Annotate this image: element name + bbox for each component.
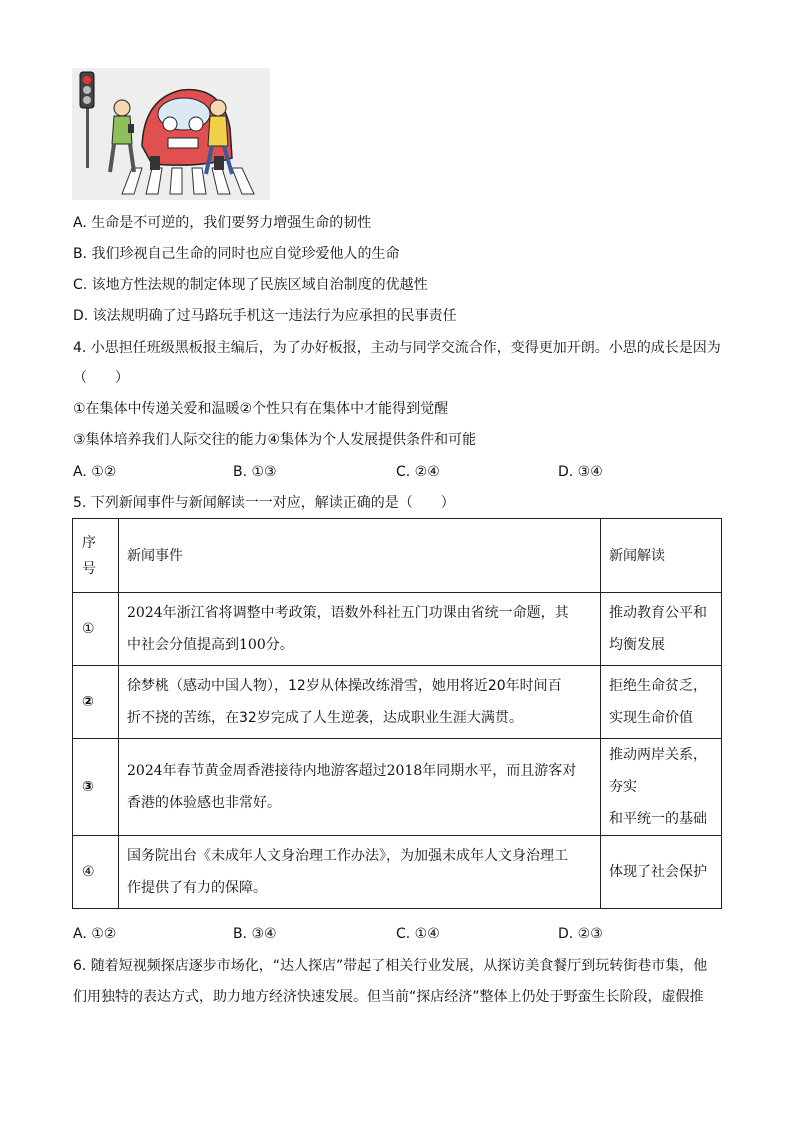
q5-option-b: B. ③④ (233, 926, 277, 942)
cartoon-crosswalk-icon (72, 68, 270, 200)
row-num: ③ (73, 739, 119, 836)
row-analysis: 推动教育公平和 均衡发展 (601, 593, 722, 666)
q3-option-c: C. 该地方性法规的制定体现了民族区域自治制度的优越性 (73, 277, 428, 293)
row-analysis: 体现了社会保护 (601, 836, 722, 909)
row-event: 2024年浙江省将调整中考政策，语数外科社五门功课由省统一命题，其 中社会分值提高到100分。 (119, 593, 601, 666)
q6-stem-1: 6. 随着短视频探店逐步市场化，“达人探店”带起了相关行业发展，从探访美食餐厅到玩转街巷市集，他 (73, 958, 708, 974)
q4-stem: 4. 小思担任班级黑板报主编后，为了办好板报，主动与同学交流合作，变得更加开朗。小思的成长是因为 (73, 340, 721, 356)
q5-option-d: D. ②③ (558, 926, 603, 942)
row-event: 国务院出台《未成年人文身治理工作办法》，为加强未成年人文身治理工 作提供了有力的保障。 (119, 836, 601, 909)
traffic-illustration (72, 68, 270, 200)
row-analysis: 拒绝生命贫乏， 实现生命价值 (601, 666, 722, 739)
q4-statements-1: ①在集体中传递关爱和温暖②个性只有在集体中才能得到觉醒 (73, 401, 449, 417)
table-row (73, 836, 722, 909)
q4-option-c: C. ②④ (396, 464, 440, 480)
row-event: 徐梦桃（感动中国人物），12岁从体操改练滑雪，她用将近20年时间百 折不挠的苦练，在32岁完成了人生逆袭，达成职业生涯大满贯。 (119, 666, 601, 739)
row-analysis: 推动两岸关系，夯实 和平统一的基础 (601, 739, 722, 836)
header-event: 新闻事件 (119, 519, 601, 593)
q4-option-d: D. ③④ (558, 464, 603, 480)
q3-option-d: D. 该法规明确了过马路玩手机这一违法行为应承担的民事责任 (73, 308, 457, 324)
q4-stem-bracket: （ ） (73, 370, 129, 386)
row-num: ① (73, 593, 119, 666)
row-num: ④ (73, 836, 119, 909)
q4-option-a: A. ①② (73, 464, 117, 480)
table-header-row (73, 519, 722, 593)
header-analysis: 新闻解读 (601, 519, 722, 593)
table-row (73, 739, 722, 836)
q4-statements-2: ③集体培养我们人际交往的能力④集体为个人发展提供条件和可能 (73, 432, 477, 448)
table-row (73, 593, 722, 666)
q3-option-a: A. 生命是不可逆的，我们要努力增强生命的韧性 (73, 215, 372, 231)
q3-option-b: B. 我们珍视自己生命的同时也应自觉珍爱他人的生命 (73, 246, 400, 262)
row-num: ② (73, 666, 119, 739)
q4-option-b: B. ①③ (233, 464, 277, 480)
header-num: 序号 (73, 519, 119, 593)
row-event: 2024年春节黄金周香港接待内地游客超过2018年同期水平，而且游客对 香港的体验感也非常好。 (119, 739, 601, 836)
q6-stem-2: 们用独特的表达方式，助力地方经济快速发展。但当前“探店经济”整体上仍处于野蛮生长阶段，虚假推 (73, 989, 704, 1005)
q5-option-a: A. ①② (73, 926, 117, 942)
news-table (72, 518, 722, 909)
q5-option-c: C. ①④ (396, 926, 440, 942)
table-row (73, 666, 722, 739)
q5-stem: 5. 下列新闻事件与新闻解读一一对应，解读正确的是（ ） (73, 495, 455, 511)
